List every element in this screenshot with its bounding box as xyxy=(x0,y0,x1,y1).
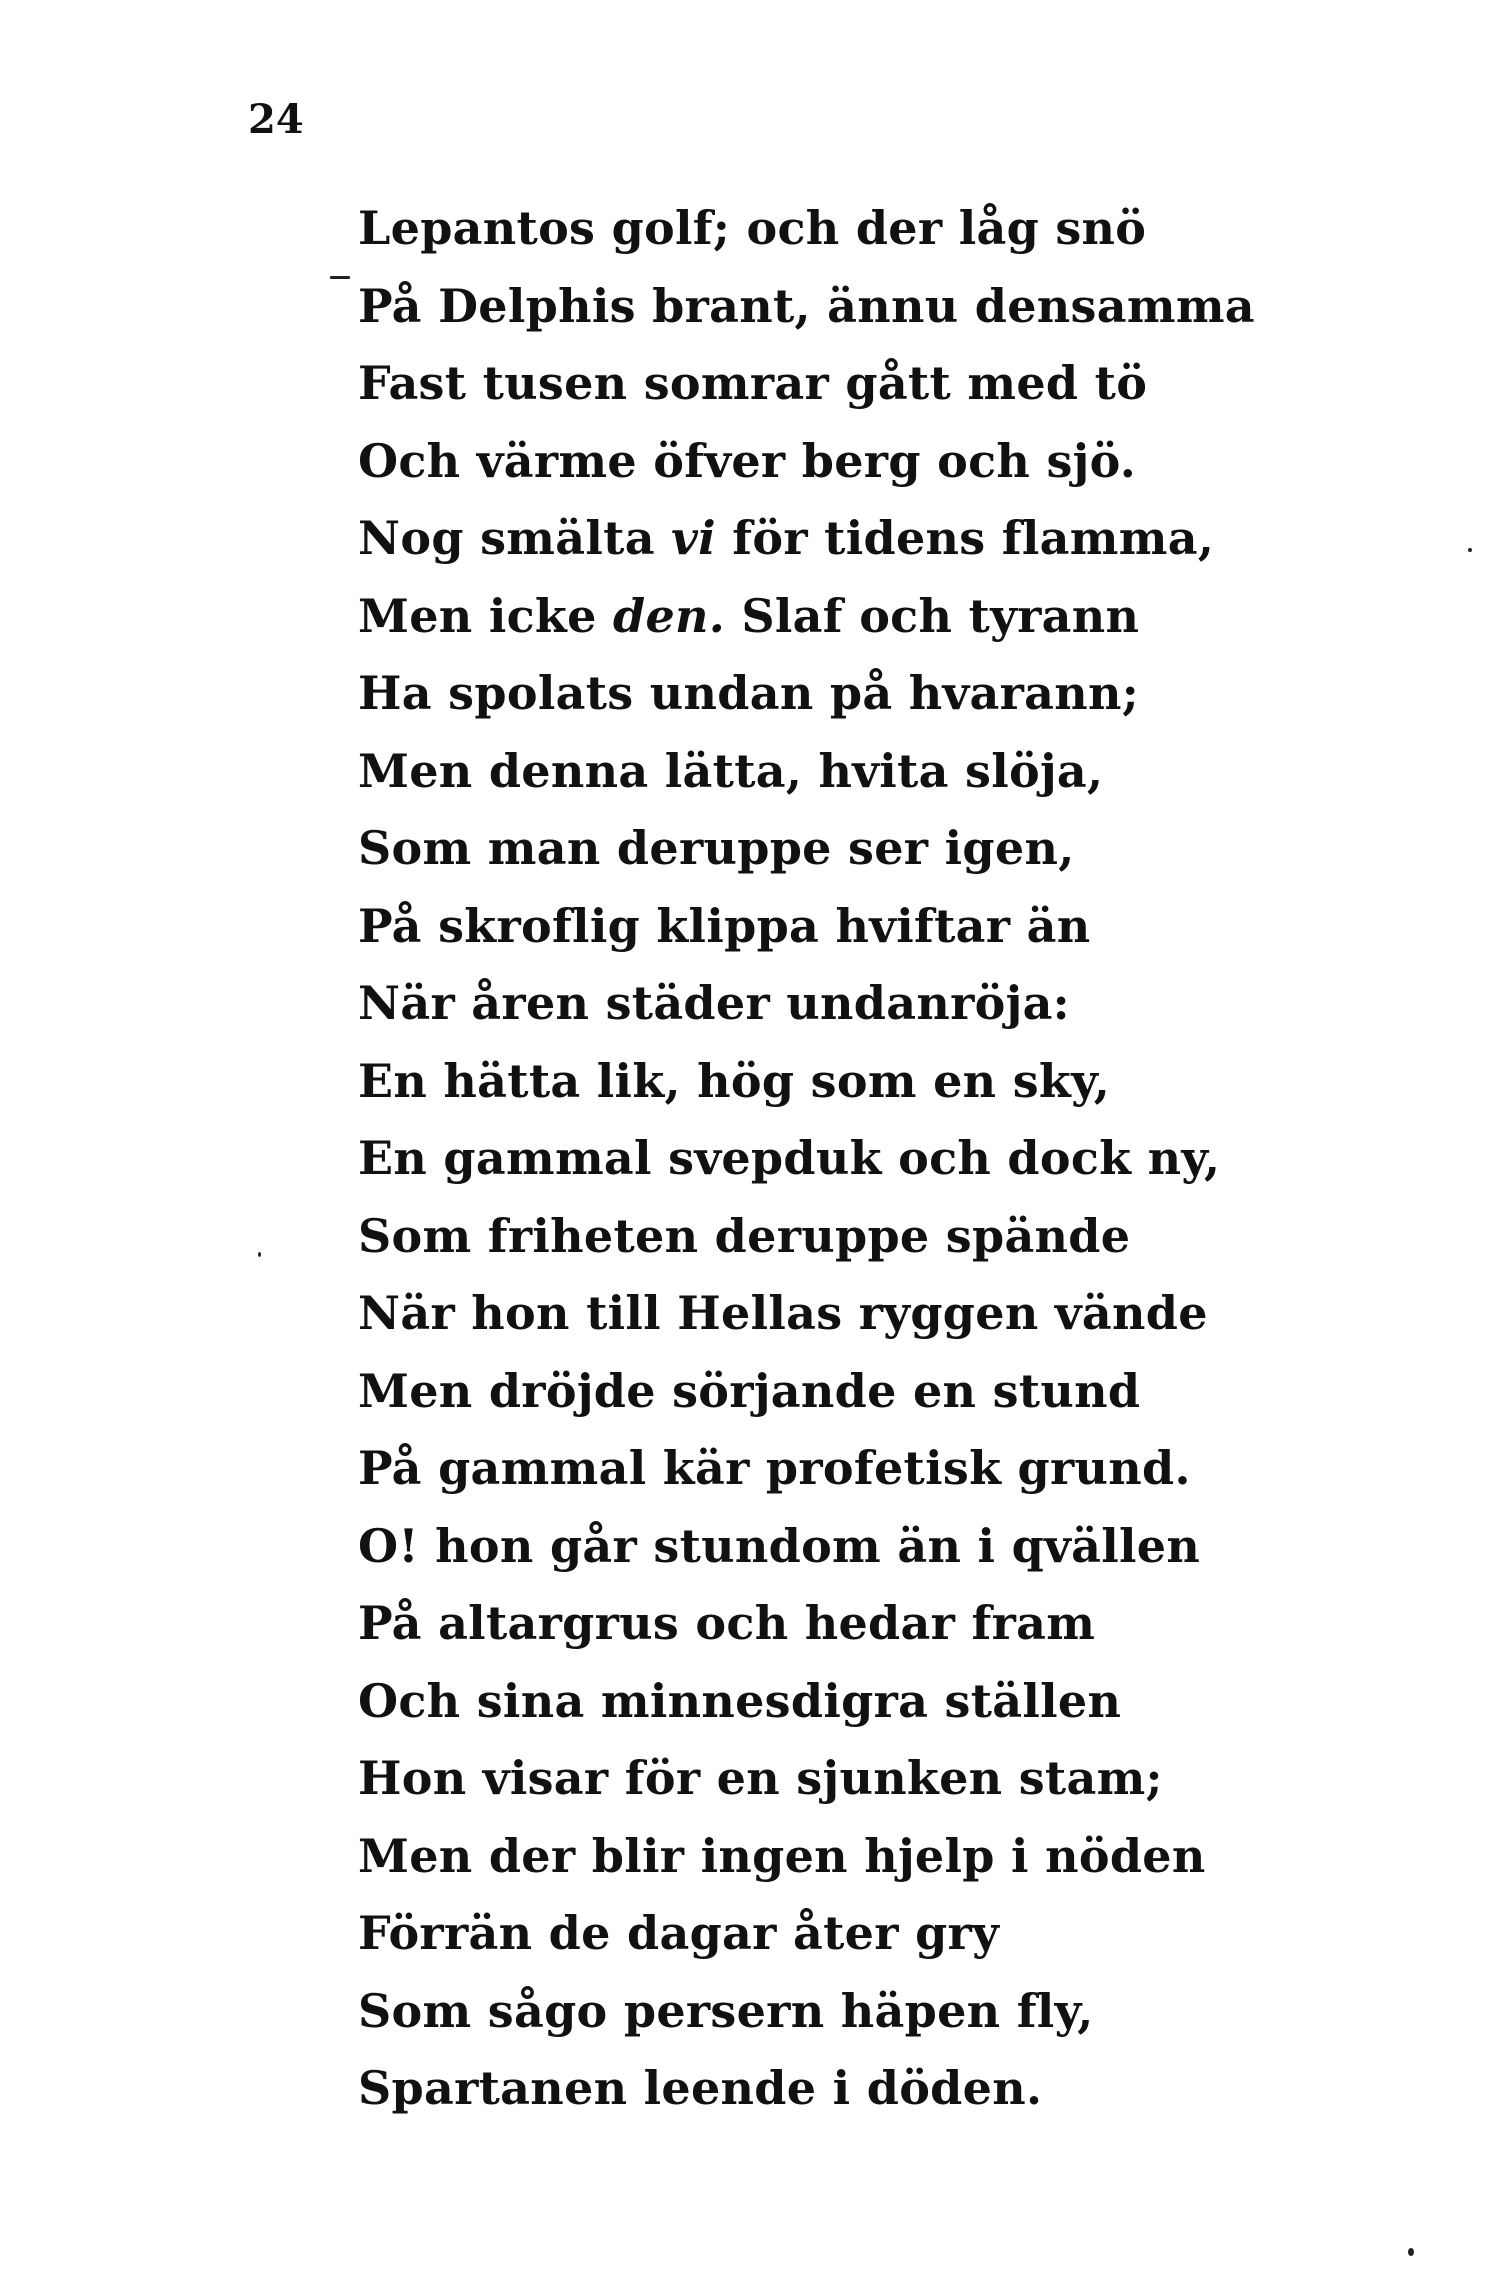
verse-line: Men der blir ingen hjelp i nöden xyxy=(358,1828,1206,1883)
verse-line: Hon visar för en sjunken stam; xyxy=(358,1751,1163,1805)
scan-speck xyxy=(1468,548,1472,552)
scan-speck xyxy=(1408,2248,1414,2256)
verse-line: Och värme öfver berg och sjö. xyxy=(358,433,1137,488)
verse-line: På Delphis brant, ännu densamma xyxy=(358,278,1255,333)
poem-stanza xyxy=(358,190,1255,2128)
verse-line: Ha spolats undan på hvarann; xyxy=(358,666,1140,720)
verse-line: På altargrus och hedar fram xyxy=(358,1596,1096,1650)
scan-speck xyxy=(258,1252,261,1257)
verse-line: När hon till Hellas ryggen vände xyxy=(358,1286,1208,1340)
verse-line: Men dröjde sörjande en stund xyxy=(358,1363,1141,1418)
verse-line: Som friheten deruppe spände xyxy=(358,1208,1131,1263)
verse-line: På skroflig klippa hviftar än xyxy=(358,898,1091,953)
verse-line: Och sina minnesdigra ställen xyxy=(358,1673,1122,1728)
verse-line: O! hon går stundom än i qvällen xyxy=(358,1518,1201,1573)
verse-line: Spartanen leende i döden. xyxy=(358,2061,1043,2115)
verse-line: Som sågo persern häpen fly, xyxy=(358,1983,1094,2038)
verse-line: Som man deruppe ser igen, xyxy=(358,821,1075,875)
verse-line: Men icke den. Slaf och tyrann xyxy=(358,588,1140,643)
verse-line: En hätta lik, hög som en sky, xyxy=(358,1053,1111,1108)
scan-speck xyxy=(330,276,350,279)
verse-line: En gammal svepduk och dock ny, xyxy=(358,1131,1221,1185)
emphasized-word: vi xyxy=(671,511,716,565)
verse-line: Förrän de dagar åter gry xyxy=(358,1906,1000,1960)
verse-line: På gammal kär profetisk grund. xyxy=(358,1441,1191,1495)
emphasized-word: den. xyxy=(612,588,726,643)
verse-line: Men denna lätta, hvita slöja, xyxy=(358,743,1104,798)
verse-line: Lepantos golf; och der låg snö xyxy=(358,201,1147,255)
verse-line: När åren städer undanröja: xyxy=(358,976,1070,1030)
verse-line: Nog smälta vi för tidens flamma, xyxy=(358,511,1215,565)
page-number: 24 xyxy=(248,96,304,143)
verse-line: Fast tusen somrar gått med tö xyxy=(358,356,1148,410)
